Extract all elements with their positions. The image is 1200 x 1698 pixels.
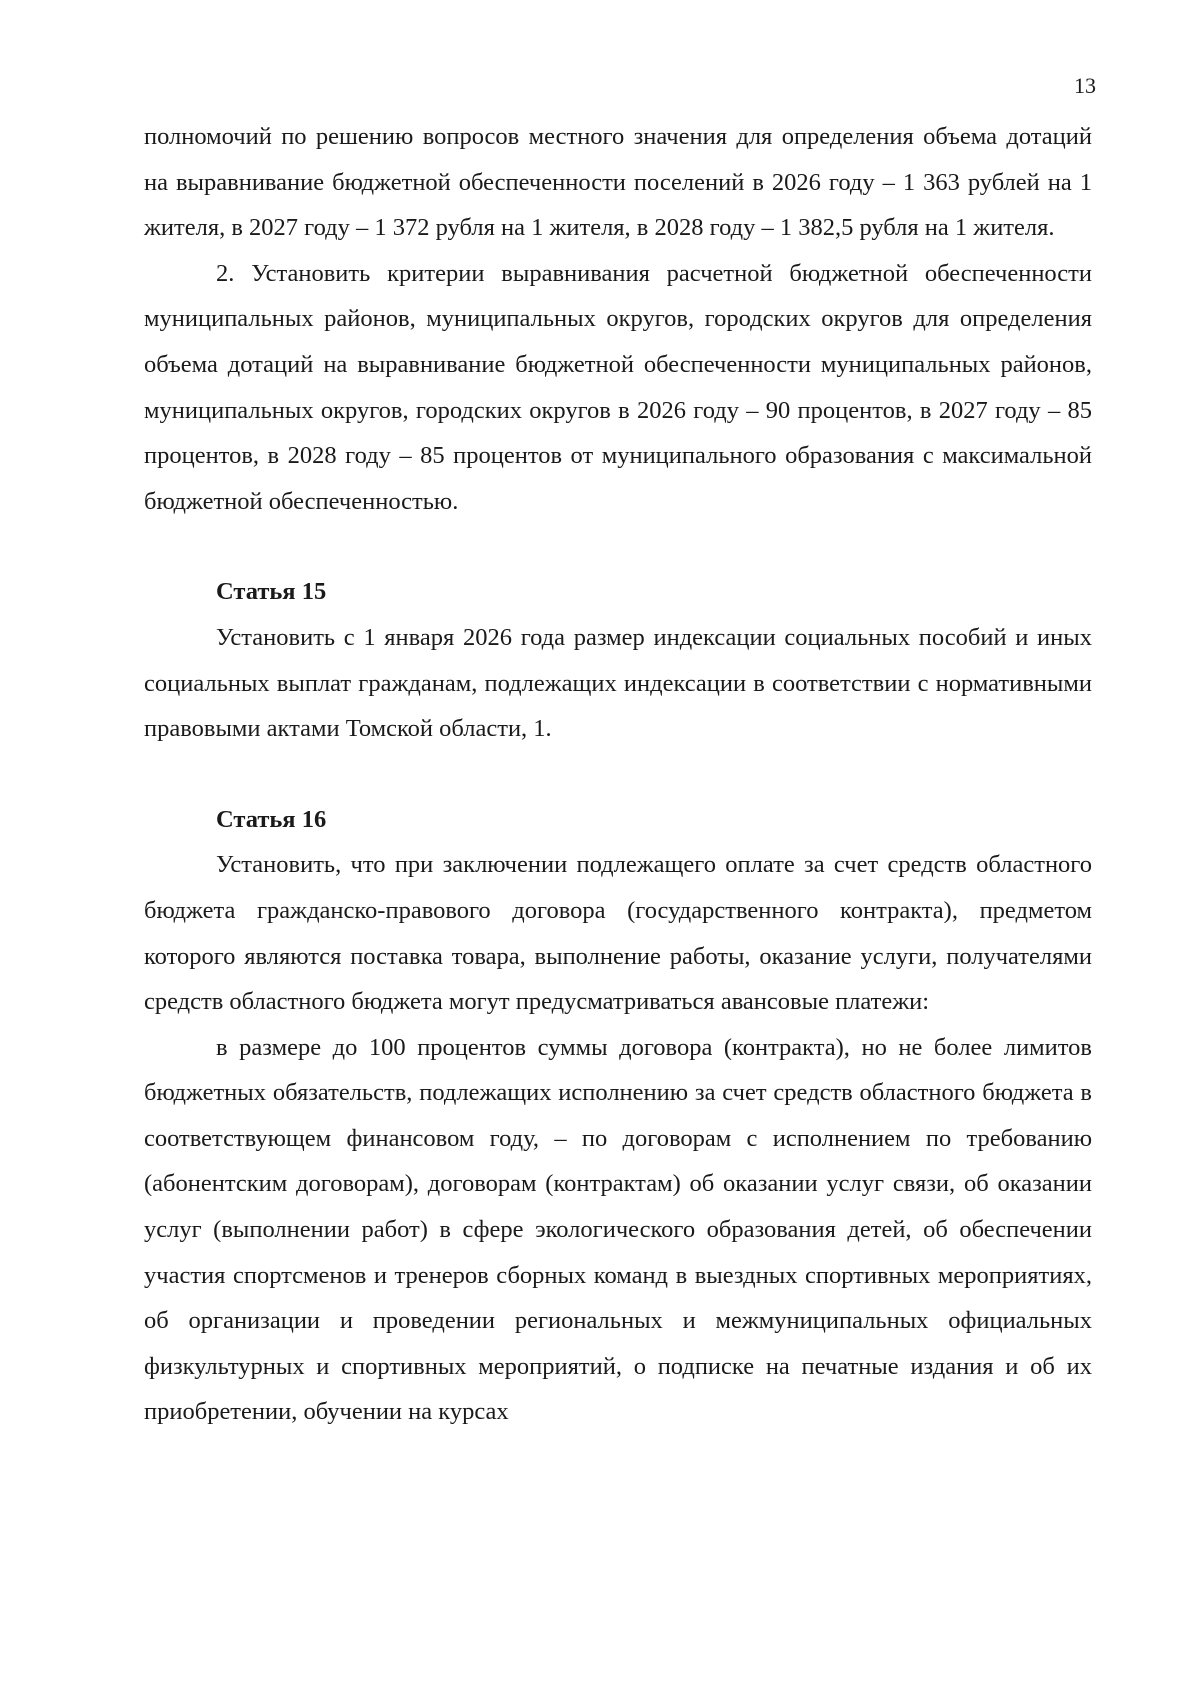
article-16-advance-payments: в размере до 100 процентов суммы договора (контракта), но не более лимитов бюджетных обязательств, подлежащих исполнению за счет средств областного бюджета в соответствующем финансовом году, – по договорам с исполнением по требованию (абонентским договорам), договорам (контрактам) об оказании услуг связи, об оказании услуг (выполнении работ) в сфере экологического образования детей, об обеспечении участия спортсменов и тренеров сборных команд в выездных спортивных мероприятиях, об организации и проведении региональных и межмуниципальных официальных физкультурных и спортивных мероприятий, о подписке на печатные издания и об их приобретении, обучении на курсах (144, 1033, 1092, 1426)
article-15-text: Установить с 1 января 2026 года размер индексации социальных пособий и иных социальных выплат гражданам, подлежащих индексации в соответствии с нормативными правовыми актами Томской области, 1. (144, 623, 1092, 743)
paragraph-item-2: 2. Установить критерии выравнивания расчетной бюджетной обеспеченности муниципальных районов, муниципальных округов, городских округов для определения объема дотаций на выравнивание бюджетной обеспеченности муниципальных районов, муниципальных округов, городских округов в 2026 году – 90 процентов, в 2027 году – 85 процентов, в 2028 году – 85 процентов от муниципального образования с максимальной бюджетной обеспеченностью. (144, 259, 1092, 515)
document-body (144, 114, 1092, 1435)
article-16-heading: Статья 16 (216, 805, 327, 833)
article-16-text: Установить, что при заключении подлежащего оплате за счет средств областного бюджета гражданско-правового договора (государственного контракта), предметом которого являются поставка товара, выполнение работы, оказание услуги, получателями средств областного бюджета могут предусматриваться авансовые платежи: (144, 851, 1092, 1016)
page-number: 13 (1074, 73, 1096, 98)
article-15-heading: Статья 15 (216, 578, 327, 606)
paragraph-continuation: полномочий по решению вопросов местного значения для определения объема дотаций на выравнивание бюджетной обеспеченности поселений в 2026 году – 1 363 рублей на 1 жителя, в 2027 году – 1 372 рубля на 1 жителя, в 2028 году – 1 382,5 рубля на 1 жителя. (144, 123, 1092, 242)
